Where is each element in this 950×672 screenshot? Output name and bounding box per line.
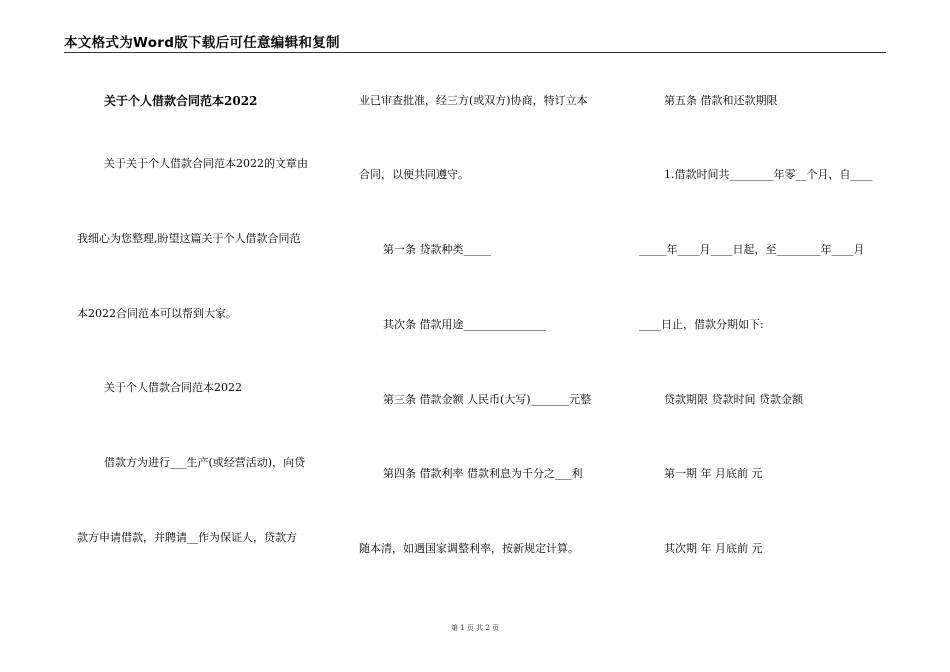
document-title: 关于个人借款合同范本2022 xyxy=(104,94,258,108)
col2-line-1: 业已审查批准，经三方(或双方)协商，特订立本 xyxy=(359,94,588,107)
col2-clause-4: 第四条 借款利率 借款利息为千分之___利 xyxy=(383,467,583,480)
col2-clause-2: 其次条 借款用途_______________ xyxy=(383,318,546,331)
col2-line-7: 随本清，如遇国家调整利率，按新规定计算。 xyxy=(359,542,579,555)
col3-line-4: ____日止，借款分期如下: xyxy=(639,318,764,331)
document-header: 本文格式为Word版下载后可任意编辑和复制 xyxy=(64,34,886,53)
col3-line-2: 1.借款时间共________年零__个月，自____ xyxy=(664,168,873,181)
col1-line-2: 关于关于个人借款合同范本2022的文章由 xyxy=(104,157,308,170)
col1-line-7: 款方申请借款，并聘请__作为保证人，贷款方 xyxy=(77,531,297,544)
col2-line-2: 合同，以便共同遵守。 xyxy=(359,168,469,181)
col2-clause-3: 第三条 借款金额 人民币(大写)_______元整 xyxy=(383,393,592,406)
col1-line-3: 我细心为您整理,盼望这篇关于个人借款合同范 xyxy=(77,232,301,245)
col1-subtitle: 关于个人借款合同范本2022 xyxy=(104,381,242,394)
col3-clause-5: 第五条 借款和还款期限 xyxy=(664,94,778,107)
col2-clause-1: 第一条 贷款种类_____ xyxy=(383,243,491,256)
col3-line-3: _____年____月____日起，至________年____月 xyxy=(639,243,865,256)
col1-line-6: 借款方为进行___生产(或经营活动)，向贷 xyxy=(104,456,306,469)
col1-line-4: 本2022合同范本可以帮到大家。 xyxy=(77,307,237,320)
page-number-footer: 第 1 页 共 2 页 xyxy=(450,624,500,632)
col3-period-1: 第一期 年 月底前 元 xyxy=(664,467,763,480)
col3-period-2: 其次期 年 月底前 元 xyxy=(664,542,763,555)
col3-table-header: 贷款期限 贷款时间 贷款金额 xyxy=(664,393,803,406)
